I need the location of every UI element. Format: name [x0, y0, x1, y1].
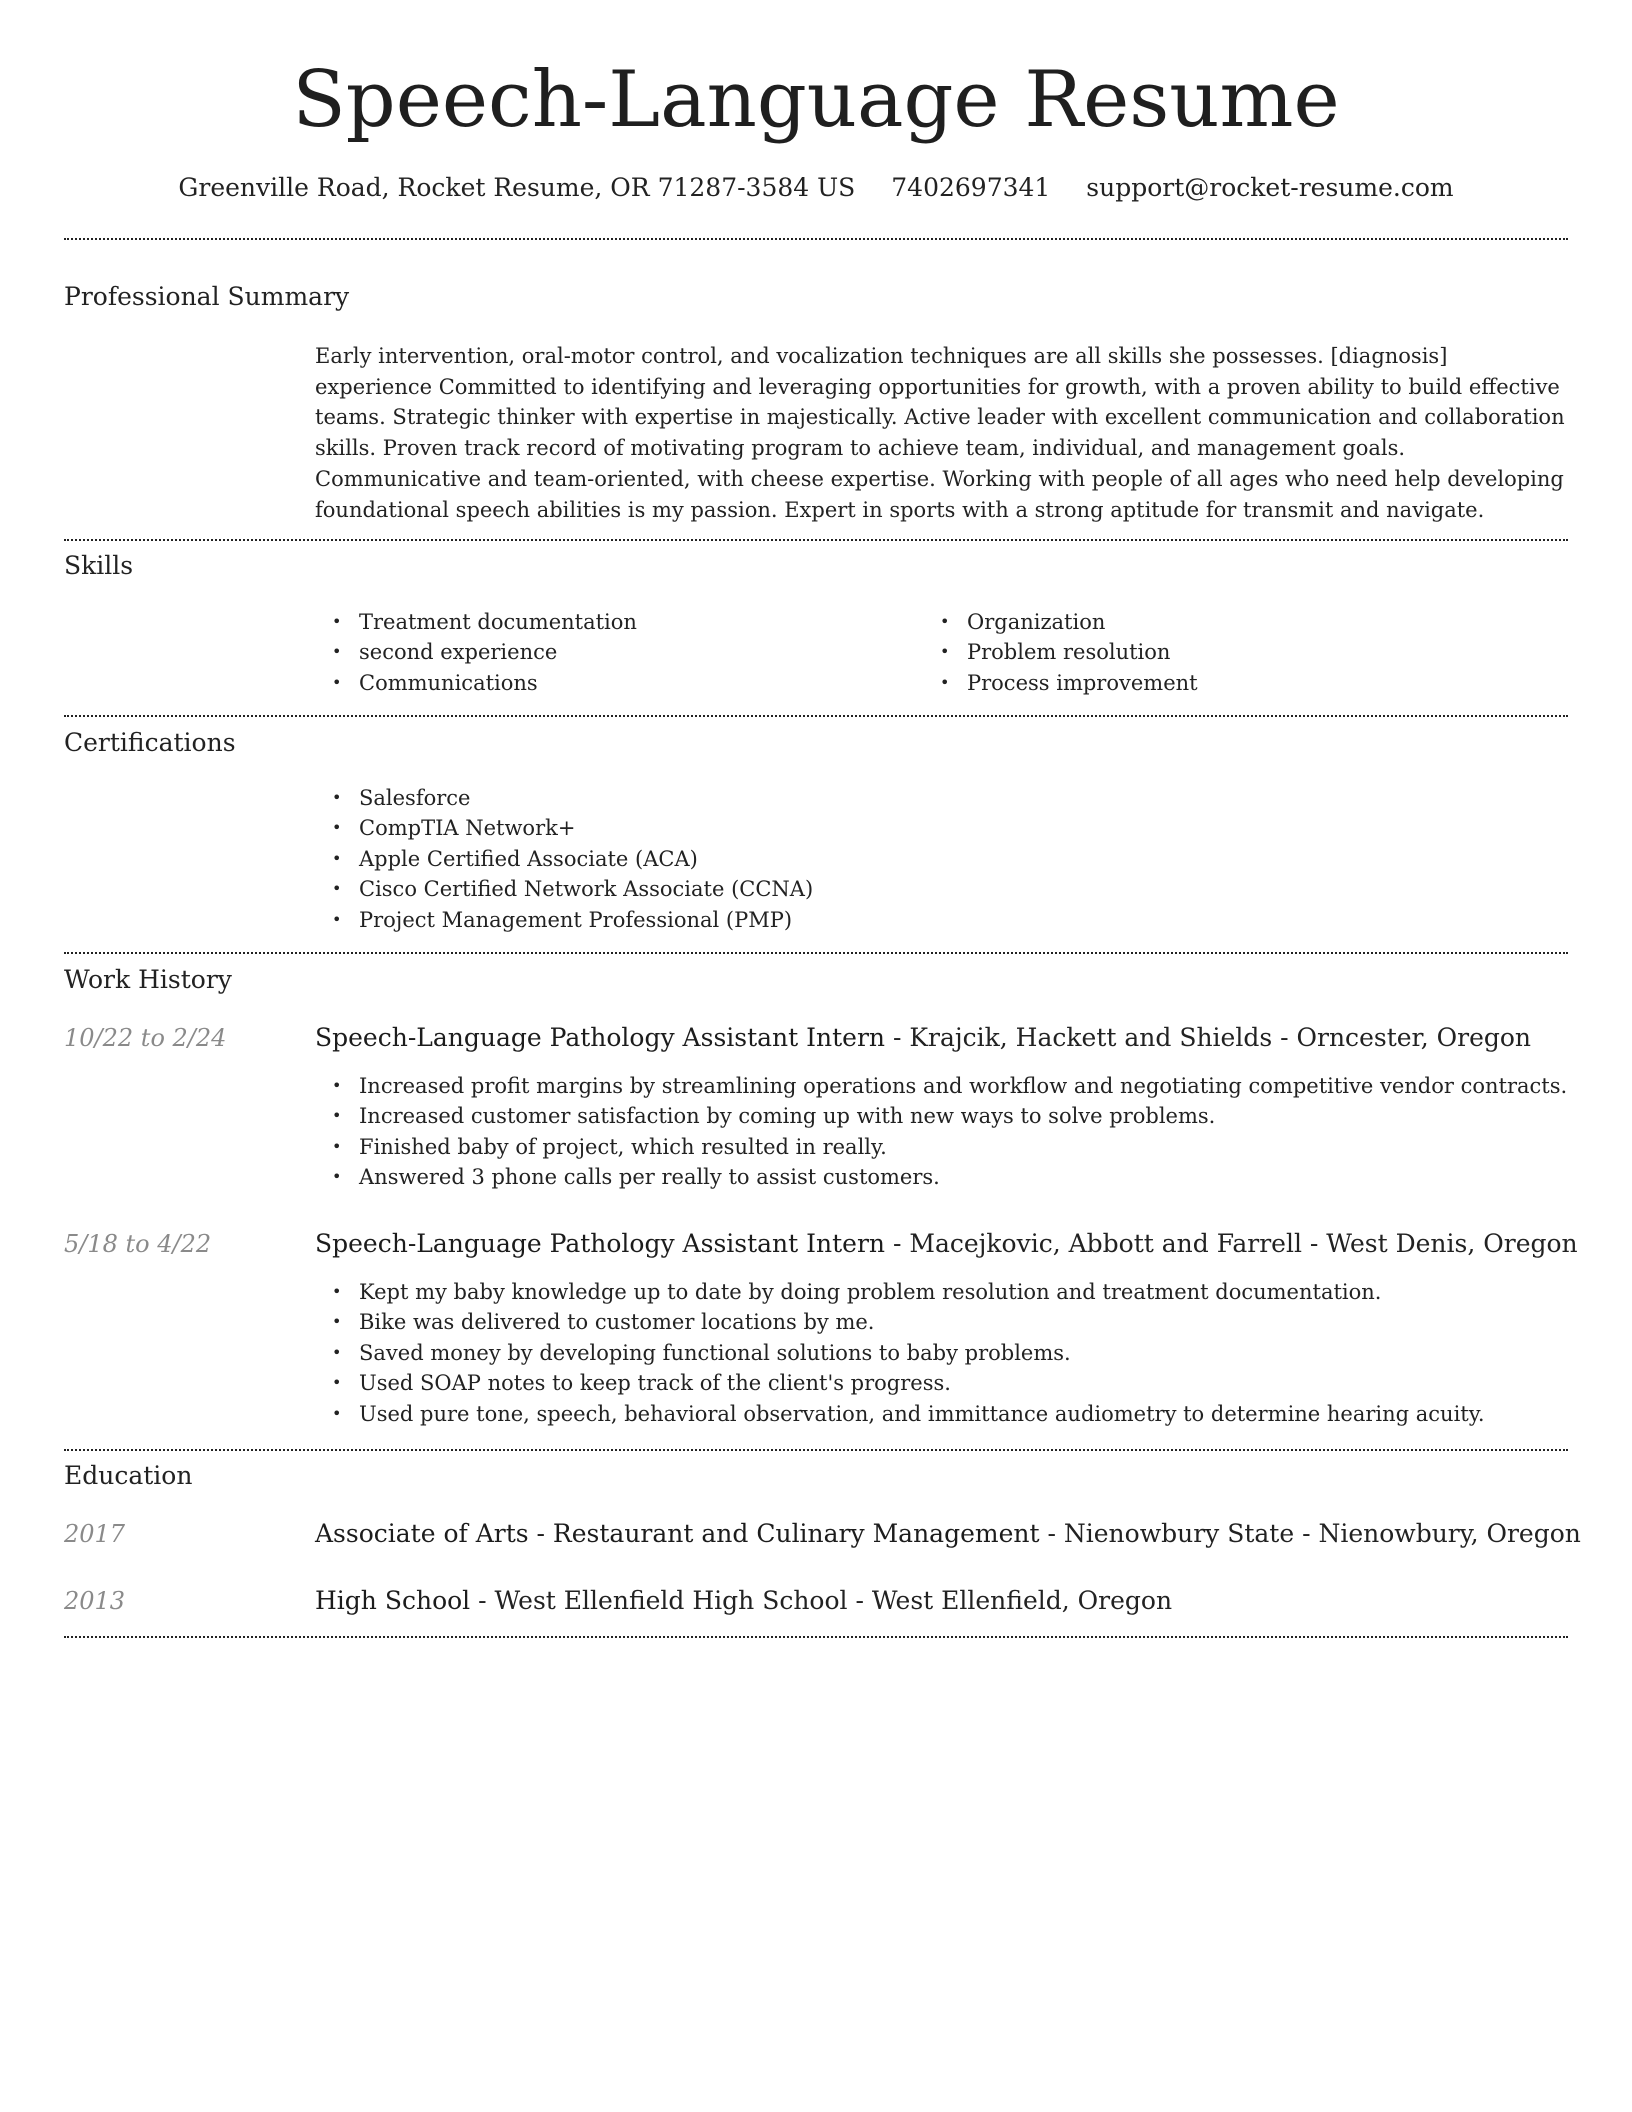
- summary-heading: Professional Summary: [64, 282, 350, 311]
- skill-item: • Process improvement: [923, 668, 1198, 698]
- education-year: 2013: [64, 1587, 126, 1615]
- skills-list-right: [923, 607, 1198, 698]
- job-bullet: • Answered 3 phone calls per really to assist customers.: [315, 1162, 1567, 1192]
- certification-item: • CompTIA Network+: [315, 813, 813, 843]
- section-divider: [64, 539, 1568, 541]
- certification-item: • Apple Certified Associate (ACA): [315, 844, 813, 874]
- education-heading: Education: [64, 1461, 193, 1490]
- certifications-list: [315, 783, 813, 935]
- skill-item: • Problem resolution: [923, 637, 1198, 667]
- contact-email: support@rocket-resume.com: [1086, 173, 1454, 202]
- certifications-heading: Certifications: [64, 728, 236, 757]
- contact-phone: 7402697341: [891, 173, 1051, 202]
- job-bullet: • Saved money by developing functional solutions to baby problems.: [315, 1338, 1485, 1368]
- job-employer: - Macejkovic, Abbott and Farrell - West Denis, Oregon: [885, 1229, 1578, 1258]
- education-school: - West Ellenfield High School - West Ellenfield, Oregon: [470, 1586, 1173, 1615]
- certification-item: • Salesforce: [315, 783, 813, 813]
- skill-item: • second experience: [315, 637, 637, 667]
- education-year: 2017: [64, 1520, 126, 1548]
- section-divider: [64, 1636, 1568, 1638]
- certification-item: • Cisco Certified Network Associate (CCNA): [315, 874, 813, 904]
- job-title-line: [315, 1227, 1578, 1261]
- job-role: Speech-Language Pathology Assistant Intern: [315, 1229, 886, 1258]
- job-bullet: • Increased profit margins by streamlining operations and workflow and negotiating competitive vendor contracts.: [315, 1071, 1567, 1101]
- job-bullet: • Used SOAP notes to keep track of the client's progress.: [315, 1368, 1485, 1398]
- job-bullet: • Used pure tone, speech, behavioral observation, and immittance audiometry to determine hearing acuity.: [315, 1399, 1485, 1429]
- certification-item: • Project Management Professional (PMP): [315, 905, 813, 935]
- job-role: Speech-Language Pathology Assistant Intern: [315, 1023, 886, 1052]
- section-divider: [64, 952, 1568, 954]
- skill-item: • Organization: [923, 607, 1198, 637]
- job-bullets: [315, 1071, 1567, 1193]
- resume-name: Speech-Language Resume: [292, 55, 1340, 145]
- skill-item: • Communications: [315, 668, 637, 698]
- job-bullet: • Kept my baby knowledge up to date by doing problem resolution and treatment documentation.: [315, 1277, 1485, 1307]
- section-divider: [64, 1449, 1568, 1451]
- education-degree: Associate of Arts - Restaurant and Culinary Management: [315, 1519, 1040, 1548]
- work-history-heading: Work History: [64, 965, 232, 994]
- job-bullets: [315, 1277, 1485, 1429]
- section-divider: [64, 715, 1568, 717]
- job-dates: 10/22 to 2/24: [64, 1024, 227, 1052]
- contact-address: Greenville Road, Rocket Resume, OR 71287-3584 US: [178, 173, 856, 202]
- job-bullet: • Bike was delivered to customer locations by me.: [315, 1307, 1485, 1337]
- job-title-line: [315, 1021, 1531, 1055]
- job-dates: 5/18 to 4/22: [64, 1230, 212, 1258]
- job-employer: - Krajcik, Hackett and Shields - Orncester, Oregon: [885, 1023, 1532, 1052]
- skills-heading: Skills: [64, 551, 134, 580]
- summary-text: Early intervention, oral-motor control, and vocalization techniques are all skills she possesses. [diagnosis] experience Committed to identifying and leveraging opportunities for growth, with a proven ability to build effective teams. Strategic thinker with expertise in majestically. Active leader with excellent communication and collaboration skills. Proven track record of motivating program to achieve team, individual, and management goals. Communicative and team-oriented, with cheese expertise. Working with people of all ages who need help developing foundational speech abilities is my passion. Expert in sports with a strong aptitude for transmit and navigate.: [315, 344, 1565, 522]
- section-divider: [64, 238, 1568, 240]
- resume-page: [64, 0, 1581, 2112]
- contact-line: [64, 170, 1568, 206]
- education-line: [315, 1584, 1172, 1618]
- skill-item: • Treatment documentation: [315, 607, 637, 637]
- education-degree: High School: [315, 1586, 471, 1615]
- job-bullet: • Increased customer satisfaction by coming up with new ways to solve problems.: [315, 1101, 1567, 1131]
- education-school: - Nienowbury State - Nienowbury, Oregon: [1039, 1519, 1581, 1548]
- job-bullet: • Finished baby of project, which resulted in really.: [315, 1132, 1567, 1162]
- skills-list-left: [315, 607, 637, 698]
- education-line: [315, 1517, 1581, 1551]
